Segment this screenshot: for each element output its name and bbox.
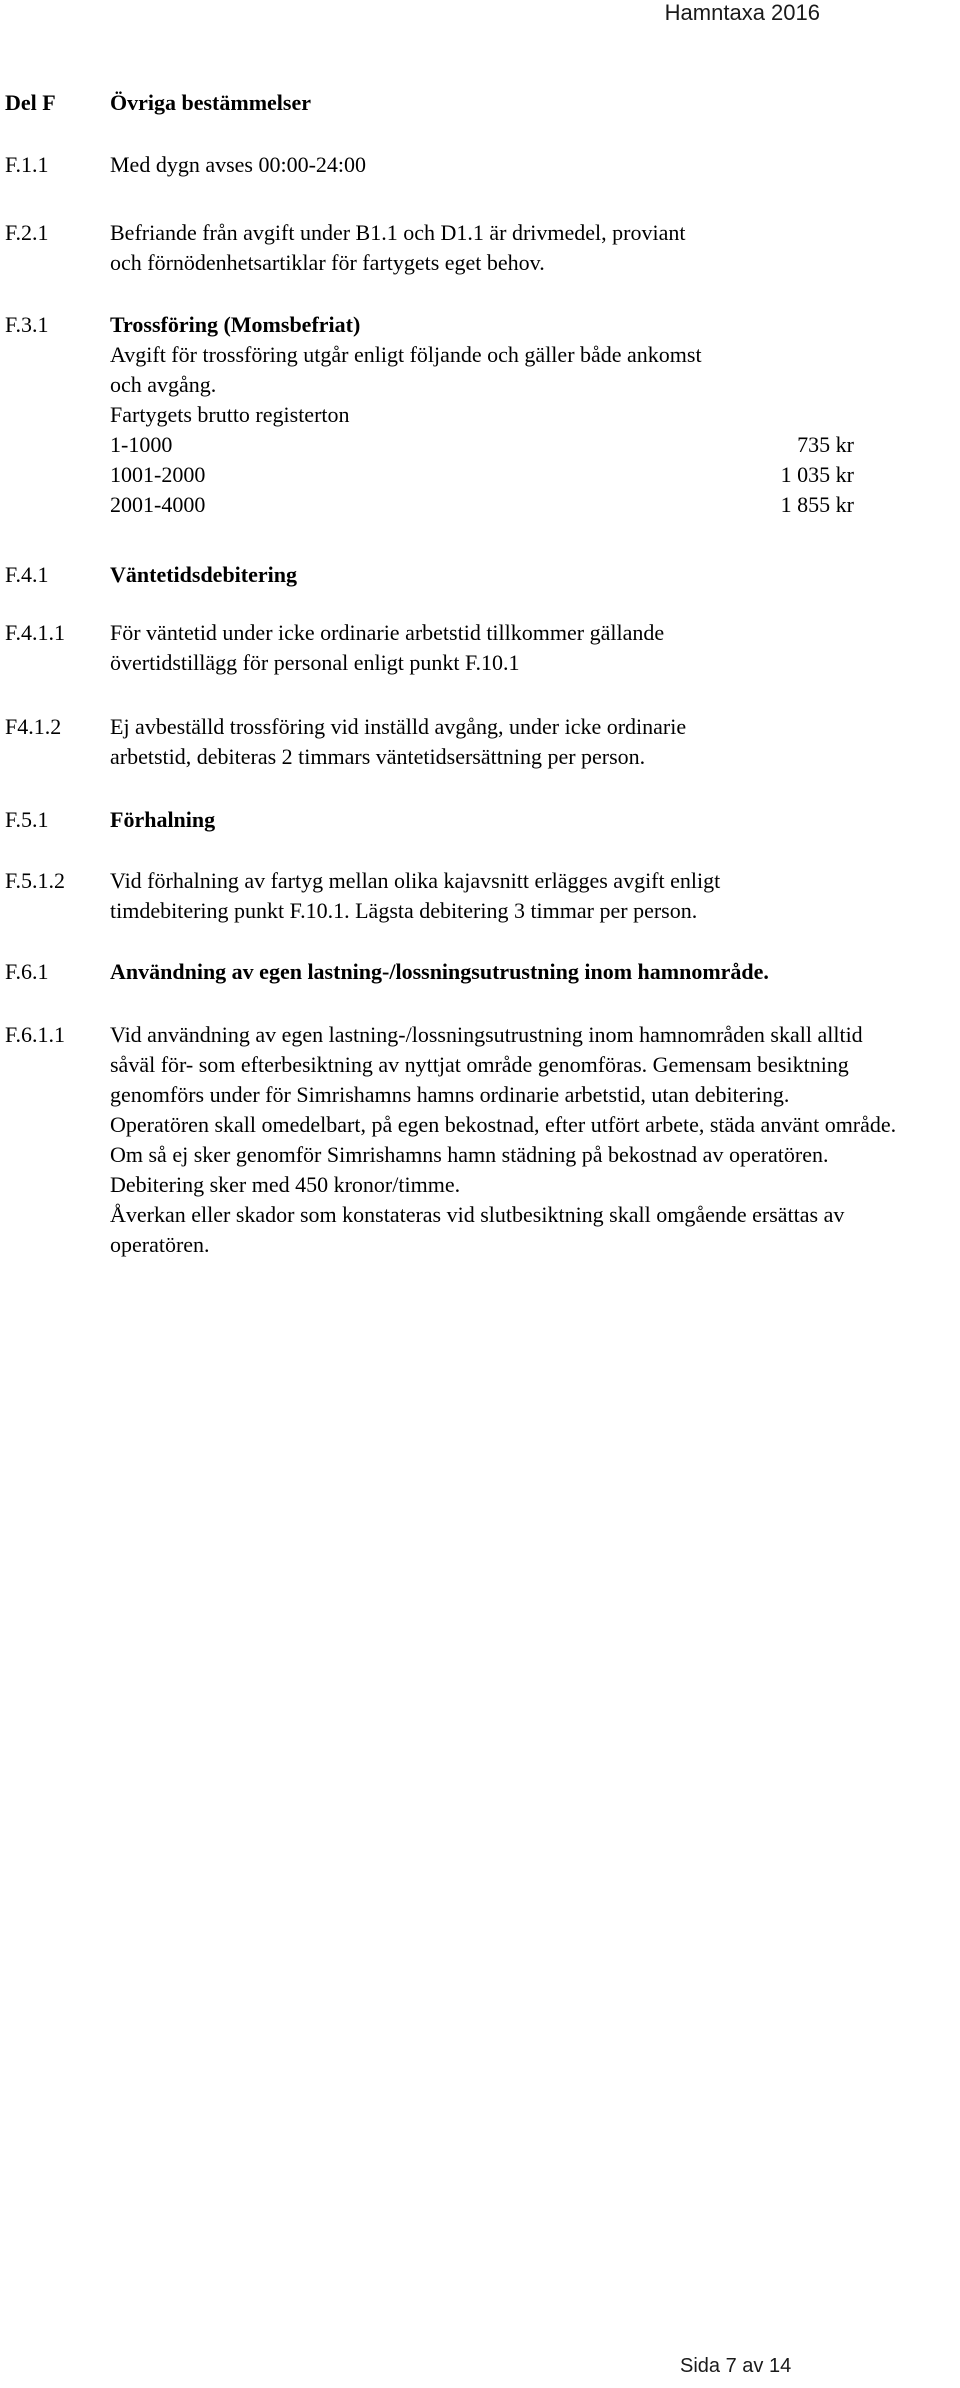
section-title: Övriga bestämmelser: [110, 90, 311, 115]
clause-text: [110, 712, 910, 772]
text-line: Befriande från avgift under B1.1 och D1.1 är drivmedel, proviant: [110, 220, 686, 245]
text-line: Vid förhalning av fartyg mellan olika kajavsnitt erlägges avgift enligt: [110, 868, 721, 893]
clause-number: F.6.1.1: [5, 1022, 65, 1047]
text-line: Debitering sker med 450 kronor/timme.: [110, 1172, 461, 1197]
text-line: operatören.: [110, 1232, 210, 1257]
fee-price: 1 855 kr: [780, 492, 854, 517]
text-line: genomförs under för Simrishamns hamns ordinarie arbetstid, utan debitering.: [110, 1082, 790, 1107]
text-line: Om så ej sker genomför Simrishamns hamn städning på bekostnad av operatören.: [110, 1142, 829, 1167]
text-line: Vid användning av egen lastning-/lossningsutrustning inom hamnområden skall alltid: [110, 1022, 863, 1047]
text-line: Operatören skall omedelbart, på egen bekostnad, efter utfört arbete, städa använt område.: [110, 1112, 897, 1137]
clause-text: [110, 1020, 910, 1260]
fee-range: 2001-4000: [110, 492, 206, 517]
clause-title: Förhalning: [110, 807, 216, 832]
clause-number: F4.1.2: [5, 714, 62, 739]
clause-number: F.4.1: [5, 562, 49, 587]
text-line: och förnödenhetsartiklar för fartygets eget behov.: [110, 250, 545, 275]
clause-title: Trossföring (Momsbefriat): [110, 312, 361, 337]
clause-text: [110, 618, 910, 678]
text-line: arbetstid, debiteras 2 timmars väntetidsersättning per person.: [110, 744, 646, 769]
document-header-title: Hamntaxa 2016: [664, 0, 820, 25]
text-line: Ej avbeställd trossföring vid inställd avgång, under icke ordinarie: [110, 714, 687, 739]
fee-table-header: Fartygets brutto registerton: [110, 402, 350, 427]
clause-text: [110, 218, 910, 278]
text-line: För väntetid under icke ordinarie arbetstid tillkommer gällande: [110, 620, 665, 645]
fee-row: [110, 490, 910, 520]
clause-text: Med dygn avses 00:00-24:00: [110, 152, 367, 177]
clause-title: Väntetidsdebitering: [110, 562, 297, 587]
fee-row: [110, 460, 910, 490]
fee-range: 1-1000: [110, 432, 173, 457]
text-line: Avgift för trossföring utgår enligt följande och gäller både ankomst: [110, 342, 702, 367]
fee-row: [110, 430, 910, 460]
text-line: och avgång.: [110, 372, 217, 397]
clause-number: F.5.1: [5, 807, 49, 832]
clause-number: F.4.1.1: [5, 620, 65, 645]
clause-number: F.3.1: [5, 312, 49, 337]
fee-price: 735 kr: [797, 432, 854, 457]
clause-body: [110, 310, 910, 520]
clause-number: F.1.1: [5, 152, 49, 177]
clause-text: [110, 866, 910, 926]
text-line: övertidstillägg för personal enligt punkt F.10.1: [110, 650, 520, 675]
fee-range: 1001-2000: [110, 462, 206, 487]
fee-price: 1 035 kr: [780, 462, 854, 487]
clause-number: F.2.1: [5, 220, 49, 245]
text-line: timdebitering punkt F.10.1. Lägsta debitering 3 timmar per person.: [110, 898, 698, 923]
page-number-footer: Sida 7 av 14: [680, 2355, 792, 2377]
clause-number: F.6.1: [5, 959, 49, 984]
clause-number: F.5.1.2: [5, 868, 65, 893]
text-line: såväl för- som efterbesiktning av nyttjat område genomföras. Gemensam besiktning: [110, 1052, 849, 1077]
section-number: Del F: [5, 90, 56, 115]
clause-title: Användning av egen lastning-/lossningsutrustning inom hamnområde.: [110, 959, 769, 984]
text-line: Åverkan eller skador som konstateras vid slutbesiktning skall omgående ersättas av: [110, 1202, 845, 1227]
